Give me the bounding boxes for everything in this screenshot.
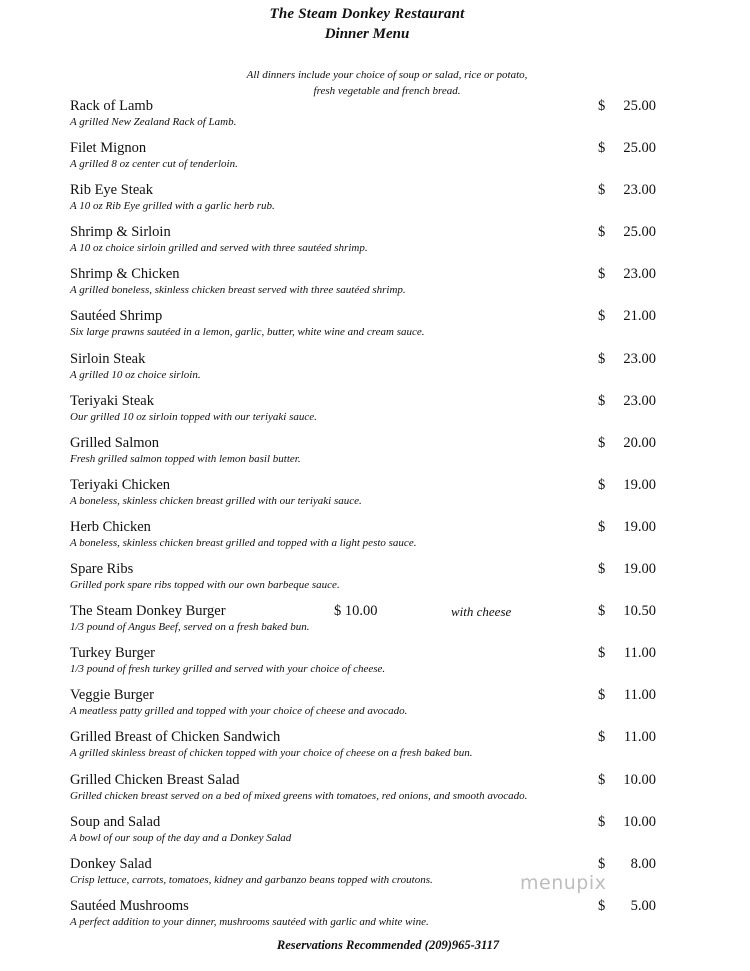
menu-item-description: A 10 oz choice sirloin grilled and served with three sautéed shrimp. (70, 242, 368, 255)
menu-item-description: A perfect addition to your dinner, mushrooms sautéed with garlic and white wine. (70, 915, 429, 928)
menu-item-name: Grilled Chicken Breast Salad (70, 771, 240, 788)
menu-item-name: Grilled Salmon (70, 434, 160, 451)
menu-item-description: A boneless, skinless chicken breast grilled with our teriyaki sauce. (70, 494, 362, 507)
menu-title: Dinner Menu (324, 26, 410, 42)
currency-symbol: $ (598, 98, 606, 114)
menu-item (70, 265, 670, 307)
menu-item-name: The Steam Donkey Burger (70, 603, 226, 620)
currency-symbol: $ (598, 434, 606, 451)
menu-item (70, 813, 670, 855)
currency-symbol: $ (598, 308, 606, 325)
price-amount: 21.00 (623, 308, 656, 325)
menu-item-description: Crisp lettuce, carrots, tomatoes, kidney and garbanzo beans topped with croutons. (70, 873, 433, 886)
menu-item (70, 560, 670, 602)
menu-item-description: A grilled skinless breast of chicken topped with your choice of cheese on a fresh baked bun. (70, 747, 473, 760)
menu-item-description: A meatless patty grilled and topped with your choice of cheese and avocado. (70, 705, 408, 718)
menu-item-description: Six large prawns sautéed in a lemon, garlic, butter, white wine and cream sauce. (70, 326, 425, 339)
price-amount: 10.00 (623, 813, 656, 830)
menu-item-description: Grilled chicken breast served on a bed of mixed greens with tomatoes, red onions, and smooth avocado. (70, 789, 528, 802)
menu-item-name: Donkey Salad (70, 855, 152, 872)
menu-item-name: Sautéed Shrimp (70, 308, 163, 325)
currency-symbol: $ (598, 224, 606, 241)
menu-item-description: 1/3 pound of Angus Beef, served on a fresh baked bun. (70, 621, 310, 634)
price-amount: 11.00 (623, 687, 656, 704)
intro-line: All dinners include your choice of soup or salad, rice or potato, (246, 69, 528, 81)
menu-item-description: Fresh grilled salmon topped with lemon basil butter. (70, 452, 301, 465)
currency-symbol: $ (598, 476, 606, 493)
menu-item-name: Teriyaki Steak (70, 392, 154, 409)
menu-item-name: Shrimp & Chicken (70, 266, 180, 283)
menu-item (70, 897, 670, 939)
currency-symbol: $ (598, 182, 606, 199)
price-amount: 23.00 (623, 392, 656, 409)
menu-item (70, 97, 670, 139)
menu-intro (160, 67, 614, 99)
menu-item-name: Sirloin Steak (70, 350, 146, 367)
menu-item (70, 223, 670, 265)
price-amount: 11.00 (623, 645, 656, 662)
menu-item-description: A grilled boneless, skinless chicken breast served with three sautéed shrimp. (70, 284, 406, 297)
menu-item (70, 602, 670, 644)
menu-item-name: Sautéed Mushrooms (70, 897, 189, 914)
menu-item (70, 434, 670, 476)
menu-item (70, 728, 670, 770)
watermark-logo: menupix (520, 872, 607, 894)
currency-symbol: $ (598, 897, 606, 914)
currency-symbol: $ (598, 687, 606, 704)
currency-symbol: $ (598, 855, 606, 872)
price-amount: 23.00 (623, 266, 656, 283)
menu-item (70, 644, 670, 686)
menu-item-name: Teriyaki Chicken (70, 476, 171, 493)
price-amount: 25.00 (623, 224, 656, 241)
intro-line: fresh vegetable and french bread. (313, 85, 461, 97)
price-amount: 19.00 (623, 561, 656, 578)
menu-item-name: Filet Mignon (70, 140, 147, 157)
currency-symbol: $ (598, 603, 606, 620)
menu-item-price-label: with cheese (451, 604, 512, 620)
price-amount: 23.00 (623, 350, 656, 367)
menu-item-name: Herb Chicken (70, 518, 151, 535)
price-amount: 8.00 (630, 855, 656, 872)
menu-item-name: Spare Ribs (70, 561, 134, 578)
currency-symbol: $ (598, 266, 606, 283)
menu-item-description: A bowl of our soup of the day and a Donkey Salad (70, 831, 292, 844)
menu-item (70, 181, 670, 223)
price-amount: 19.00 (623, 476, 656, 493)
currency-symbol: $ (598, 392, 606, 409)
price-amount: 25.00 (623, 98, 656, 114)
menu-item-name: Grilled Breast of Chicken Sandwich (70, 729, 281, 746)
currency-symbol: $ (598, 645, 606, 662)
menu-item-description: A grilled 10 oz choice sirloin. (70, 368, 201, 381)
menu-item-description: A boneless, skinless chicken breast grilled and topped with a light pesto sauce. (70, 536, 417, 549)
price-amount: 25.00 (623, 140, 656, 157)
currency-symbol: $ (598, 729, 606, 746)
menu-item-name: Veggie Burger (70, 687, 154, 704)
price-amount: 19.00 (623, 518, 656, 535)
menu-item-description: A grilled 8 oz center cut of tenderloin. (70, 158, 238, 171)
menu-item (70, 686, 670, 728)
reservations-note: Reservations Recommended (209)965-3117 (276, 938, 500, 952)
price-amount: 10.50 (623, 603, 656, 620)
menu-item-base-price: $ 10.00 (334, 603, 378, 620)
currency-symbol: $ (598, 140, 606, 157)
price-amount: 11.00 (623, 729, 656, 746)
currency-symbol: $ (598, 350, 606, 367)
currency-symbol: $ (598, 518, 606, 535)
menu-item-description: Grilled pork spare ribs topped with our own barbeque sauce. (70, 579, 340, 592)
menu-item (70, 139, 670, 181)
menu-item (70, 307, 670, 349)
price-amount: 23.00 (623, 182, 656, 199)
menu-item-description: 1/3 pound of fresh turkey grilled and served with your choice of cheese. (70, 663, 386, 676)
menu-item-name: Shrimp & Sirloin (70, 224, 171, 241)
menu-item (70, 350, 670, 392)
menu-item (70, 771, 670, 813)
menu-item-name: Soup and Salad (70, 813, 161, 830)
currency-symbol: $ (598, 561, 606, 578)
restaurant-name: The Steam Donkey Restaurant (269, 6, 465, 22)
menu-item (70, 518, 670, 560)
menu-item (70, 476, 670, 518)
price-amount: 5.00 (630, 897, 656, 914)
price-amount: 10.00 (623, 771, 656, 788)
menu-item (70, 392, 670, 434)
currency-symbol: $ (598, 813, 606, 830)
menu-item-name: Turkey Burger (70, 645, 155, 662)
currency-symbol: $ (598, 771, 606, 788)
menu-item-description: Our grilled 10 oz sirloin topped with our teriyaki sauce. (70, 410, 317, 423)
price-amount: 20.00 (623, 434, 656, 451)
menu-item-description: A grilled New Zealand Rack of Lamb. (70, 116, 237, 128)
menu-item-name: Rack of Lamb (70, 98, 153, 114)
menu-list (70, 97, 670, 939)
menu-item-description: A 10 oz Rib Eye grilled with a garlic herb rub. (70, 200, 275, 213)
menu-item-name: Rib Eye Steak (70, 182, 153, 199)
